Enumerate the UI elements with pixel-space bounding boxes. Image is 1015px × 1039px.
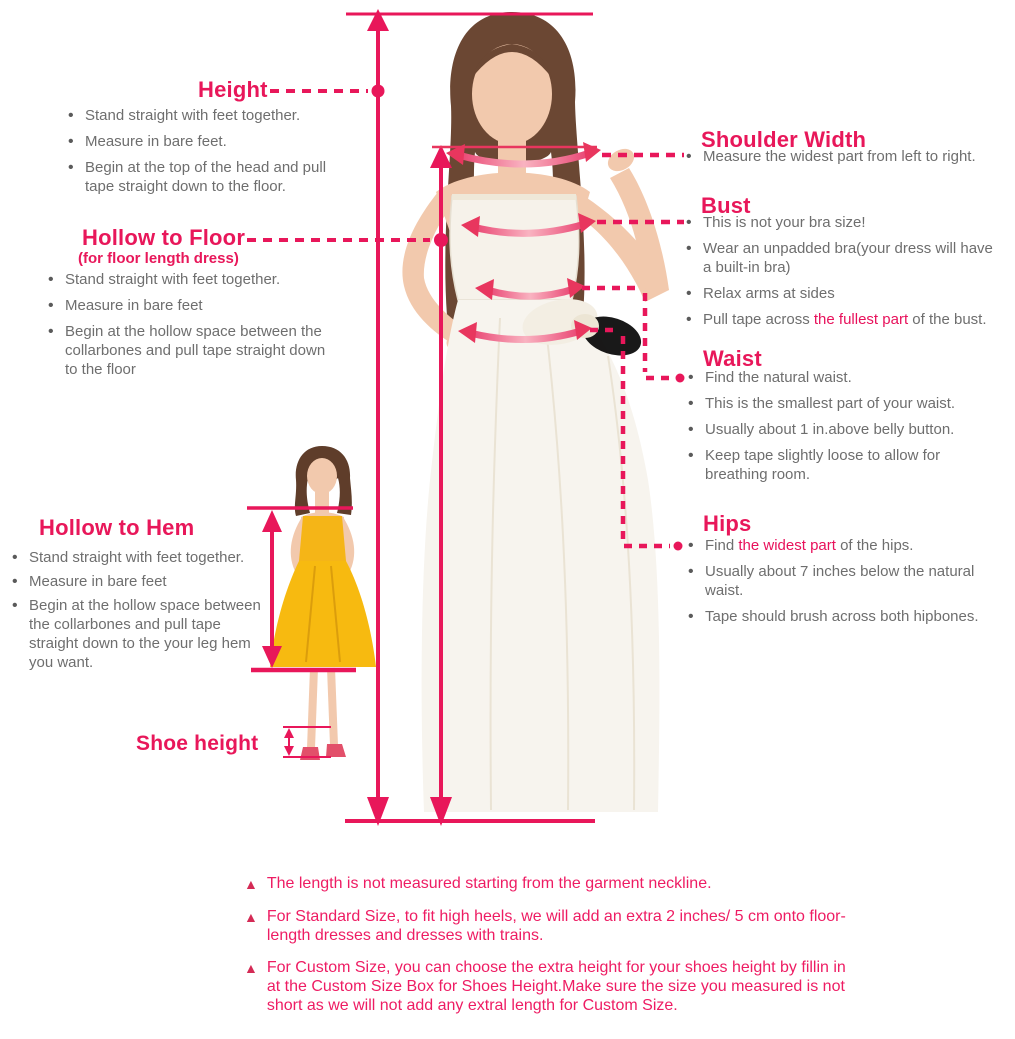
list-item xyxy=(686,536,1004,555)
list-item: • Measure the widest part from left to right. xyxy=(684,147,1009,166)
hollow-to-floor-title: Hollow to Floor xyxy=(82,225,246,250)
list-item: • This is the smallest part of your waist. xyxy=(686,394,986,413)
note-item xyxy=(244,958,884,1015)
hips-title: Hips xyxy=(703,511,752,536)
waist-title: Waist xyxy=(703,346,762,371)
list-item: • Stand straight with feet together. xyxy=(66,106,334,125)
bust-instructions xyxy=(684,213,998,336)
list-item: • Begin at the hollow space between the collarbones and pull tape straight down to the floor xyxy=(46,322,336,379)
small-model-illustration xyxy=(270,446,376,760)
hollow-to-hem-instructions xyxy=(10,548,272,677)
warning-triangle-icon: ▲ xyxy=(244,909,258,925)
note-text: The length is not measured starting from the garment neckline. xyxy=(266,875,712,892)
list-item: • Usually about 7 inches below the natural waist. xyxy=(686,562,1004,600)
hollow-to-floor-subtitle: (for floor length dress) xyxy=(78,250,239,267)
list-item xyxy=(684,310,998,329)
bust-title: Bust xyxy=(701,193,751,218)
shoulder-width-title: Shoulder Width xyxy=(701,127,867,152)
list-item: • Measure in bare feet xyxy=(10,572,272,591)
height-instructions xyxy=(66,106,334,203)
list-item: • Stand straight with feet together. xyxy=(10,548,272,567)
list-item: • Wear an unpadded bra(your dress will have a built-in bra) xyxy=(684,239,998,277)
list-item: • Usually about 1 in.above belly button. xyxy=(686,420,986,439)
note-item xyxy=(244,907,884,945)
list-item: • Tape should brush across both hipbones. xyxy=(686,607,1004,626)
list-item: • Keep tape slightly loose to allow for breathing room. xyxy=(686,446,986,484)
list-item: • This is not your bra size! xyxy=(684,213,998,232)
bullet-text: of the bust. xyxy=(908,311,987,328)
list-item: • Stand straight with feet together. xyxy=(46,270,336,289)
bullet-text: of the hips. xyxy=(835,537,914,554)
hips-instructions xyxy=(686,536,1004,633)
list-item: • Measure in bare feet xyxy=(46,296,336,315)
note-text: For Standard Size, to fit high heels, we will add an extra 2 inches/ 5 cm onto floor-length dresses and dresses with trains. xyxy=(266,908,846,944)
shoe-height-title: Shoe height xyxy=(136,732,259,755)
list-item: • Begin at the top of the head and pull tape straight down to the floor. xyxy=(66,158,334,196)
shoulder-width-instructions xyxy=(684,147,1009,173)
hollow-to-hem-title: Hollow to Hem xyxy=(39,515,195,540)
hollow-to-floor-instructions xyxy=(46,270,336,386)
list-item: • Begin at the hollow space between the collarbones and pull tape straight down to the your leg hem you want. xyxy=(10,596,272,672)
height-title: Height xyxy=(198,77,268,102)
list-item: • Find the natural waist. xyxy=(686,368,986,387)
warning-triangle-icon: ▲ xyxy=(244,960,258,976)
note-text: For Custom Size, you can choose the extra height for your shoes height by fillin in at the Custom Size Box for Shoes Height.Make sure the size you measured is not short as we will not add any extral length for Custom Size. xyxy=(266,959,846,1014)
waist-instructions xyxy=(686,368,986,491)
bullet-text: Pull tape across xyxy=(703,311,814,328)
list-item: • Measure in bare feet. xyxy=(66,132,334,151)
bullet-text: Find xyxy=(705,537,739,554)
highlighted-text: the fullest part xyxy=(813,311,909,328)
note-item xyxy=(244,874,884,894)
list-item: • Relax arms at sides xyxy=(684,284,998,303)
highlighted-text: the widest part xyxy=(738,537,836,554)
warning-triangle-icon: ▲ xyxy=(244,876,258,892)
footnotes xyxy=(244,874,884,1028)
